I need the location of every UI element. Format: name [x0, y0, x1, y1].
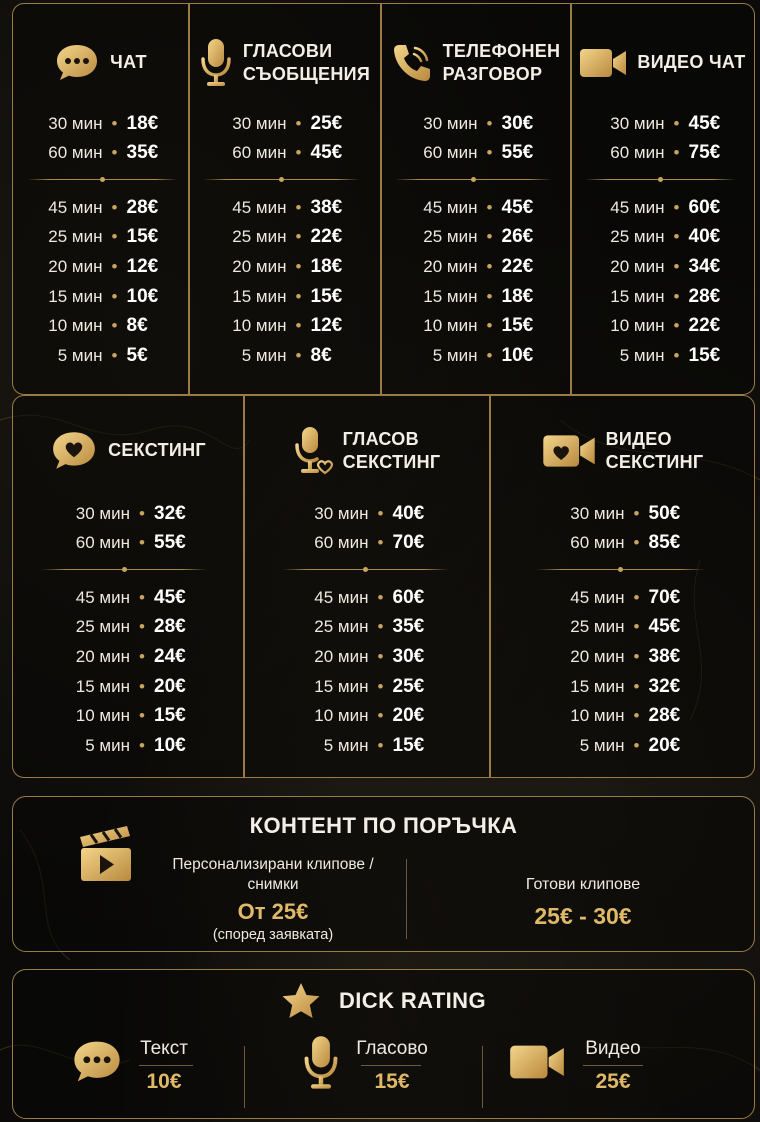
price-value: 35€ [126, 142, 159, 164]
service-title: ВИДЕО СЕКСТИНГ [605, 428, 704, 472]
price-row [13, 701, 243, 731]
phone-icon [391, 42, 433, 84]
bullet-separator: • [139, 735, 145, 755]
rating-panel [12, 969, 755, 1119]
price-value: 32€ [154, 502, 186, 524]
duration-label: 60 мин [314, 533, 369, 553]
price-row [189, 252, 380, 282]
price-row [571, 109, 754, 139]
personalized-note: (според заявката) [212, 927, 334, 943]
bullet-separator: • [139, 646, 145, 666]
bullet-separator: • [673, 316, 680, 336]
price-value: 18€ [310, 255, 343, 277]
price-row [13, 529, 243, 559]
video-camera-icon [509, 1042, 565, 1082]
duration-label: 10 мин [48, 316, 103, 336]
price-row [381, 282, 570, 312]
price-value: 60€ [392, 586, 425, 608]
price-value: 60€ [688, 196, 721, 218]
price-value: 20€ [648, 734, 681, 756]
price-value: 40€ [392, 502, 425, 524]
price-row [490, 583, 755, 613]
section-separator [203, 179, 360, 180]
duration-label: 30 мин [75, 503, 130, 523]
rating-divider-2 [482, 1046, 483, 1108]
rating-text-label: Текст [140, 1038, 188, 1059]
price-value: 55€ [154, 532, 186, 554]
duration-label: 20 мин [232, 256, 287, 276]
duration-label: 30 мин [570, 503, 625, 523]
price-value: 35€ [392, 616, 425, 638]
bullet-separator: • [486, 197, 493, 217]
duration-label: 10 мин [232, 316, 287, 336]
price-value: 5€ [126, 344, 148, 366]
bullet-separator: • [295, 227, 302, 247]
rating-title: DICK RATING [339, 988, 486, 1013]
video-camera-icon [579, 46, 627, 80]
price-value: 12€ [126, 255, 159, 277]
bullet-separator: • [377, 706, 384, 726]
bullet-separator: • [139, 533, 145, 553]
price-row [571, 282, 754, 312]
bullet-separator: • [633, 735, 640, 755]
personalized-price: От 25€ [237, 899, 309, 924]
price-value: 28€ [648, 705, 681, 727]
bullet-separator: • [673, 197, 680, 217]
bullet-separator: • [377, 735, 384, 755]
price-value: 15€ [154, 705, 186, 727]
duration-label: 15 мин [610, 286, 665, 306]
bullet-separator: • [633, 503, 640, 523]
price-value: 50€ [648, 502, 681, 524]
price-row [189, 139, 380, 169]
bullet-separator: • [486, 113, 493, 133]
duration-label: 60 мин [232, 143, 287, 163]
duration-label: 20 мин [314, 646, 369, 666]
rating-text-underline [139, 1065, 193, 1066]
price-value: 25€ [392, 675, 425, 697]
bullet-separator: • [377, 503, 384, 523]
price-value: 22€ [501, 255, 534, 277]
bullet-separator: • [673, 227, 680, 247]
section-separator [536, 569, 705, 570]
bullet-separator: • [486, 256, 493, 276]
duration-label: 45 мин [423, 197, 478, 217]
price-value: 15€ [126, 226, 159, 248]
duration-label: 5 мин [579, 735, 625, 755]
price-row [244, 499, 489, 529]
duration-label: 15 мин [232, 286, 287, 306]
price-row [13, 583, 243, 613]
duration-label: 60 мин [423, 143, 478, 163]
price-value: 15€ [310, 285, 343, 307]
price-row [381, 252, 570, 282]
bullet-separator: • [486, 345, 493, 365]
duration-label: 25 мин [314, 617, 369, 637]
service-voice-messages [189, 18, 380, 388]
duration-label: 15 мин [570, 676, 625, 696]
service-title: ТЕЛЕФОНЕН РАЗГОВОР [442, 40, 561, 84]
duration-label: 20 мин [423, 256, 478, 276]
duration-label: 30 мин [48, 113, 103, 133]
duration-label: 20 мин [570, 646, 625, 666]
bullet-separator: • [633, 676, 640, 696]
price-value: 15€ [392, 734, 425, 756]
price-row [571, 193, 754, 223]
duration-label: 25 мин [75, 617, 130, 637]
price-row [244, 613, 489, 643]
custom-content-panel [12, 796, 755, 952]
bullet-separator: • [139, 503, 145, 523]
price-row [571, 311, 754, 341]
price-row [244, 672, 489, 702]
chat-bubble-icon [71, 1036, 123, 1088]
service-video-sexting [490, 406, 755, 776]
clapperboard-icon [77, 823, 135, 883]
price-row [13, 731, 243, 761]
bullet-separator: • [295, 286, 302, 306]
service-title: ЧАТ [110, 52, 147, 73]
duration-label: 10 мин [75, 706, 130, 726]
price-value: 15€ [688, 344, 721, 366]
duration-label: 20 мин [75, 646, 130, 666]
price-row [13, 341, 188, 371]
price-row [13, 642, 243, 672]
duration-label: 5 мин [57, 345, 103, 365]
price-row [381, 193, 570, 223]
price-value: 45€ [688, 112, 721, 134]
price-value: 38€ [310, 196, 343, 218]
price-value: 85€ [648, 532, 681, 554]
bullet-separator: • [111, 256, 118, 276]
price-row [244, 731, 489, 761]
price-value: 45€ [648, 616, 681, 638]
service-sexting [13, 406, 243, 776]
price-row [490, 499, 755, 529]
price-row [571, 139, 754, 169]
price-value: 10€ [154, 734, 186, 756]
bullet-separator: • [486, 286, 493, 306]
duration-label: 10 мин [423, 316, 478, 336]
duration-label: 45 мин [232, 197, 287, 217]
price-row [13, 223, 188, 253]
price-row [571, 223, 754, 253]
bullet-separator: • [295, 113, 302, 133]
price-row [13, 499, 243, 529]
price-row [490, 672, 755, 702]
price-value: 70€ [648, 586, 681, 608]
duration-label: 45 мин [570, 587, 625, 607]
bullet-separator: • [139, 617, 145, 637]
bullet-separator: • [295, 345, 302, 365]
bullet-separator: • [486, 143, 493, 163]
price-row [244, 701, 489, 731]
bullet-separator: • [633, 646, 640, 666]
ready-clips-label: Готови клипове [525, 876, 641, 893]
service-phone-call [381, 18, 570, 388]
bullet-separator: • [673, 113, 680, 133]
price-row [189, 109, 380, 139]
price-row [13, 672, 243, 702]
price-row [13, 282, 188, 312]
price-row [381, 139, 570, 169]
rating-video-price: 25€ [595, 1070, 631, 1093]
price-row [490, 529, 755, 559]
bullet-separator: • [673, 256, 680, 276]
bullet-separator: • [111, 113, 118, 133]
price-value: 20€ [392, 705, 425, 727]
price-value: 55€ [501, 142, 534, 164]
price-value: 24€ [154, 645, 186, 667]
duration-label: 45 мин [610, 197, 665, 217]
custom-content-title: КОНТЕНТ ПО ПОРЪЧКА [249, 813, 518, 838]
duration-label: 5 мин [432, 345, 478, 365]
duration-label: 45 мин [75, 587, 130, 607]
price-row [13, 252, 188, 282]
price-row [381, 311, 570, 341]
price-value: 28€ [126, 196, 159, 218]
section-separator [585, 179, 736, 180]
duration-label: 45 мин [314, 587, 369, 607]
duration-label: 5 мин [323, 735, 369, 755]
duration-label: 15 мин [423, 286, 478, 306]
duration-label: 10 мин [610, 316, 665, 336]
rating-text-price: 10€ [146, 1070, 182, 1093]
price-row [189, 193, 380, 223]
price-row [189, 282, 380, 312]
price-row [571, 341, 754, 371]
bullet-separator: • [139, 706, 145, 726]
bullet-separator: • [377, 617, 384, 637]
duration-label: 30 мин [232, 113, 287, 133]
duration-label: 25 мин [48, 227, 103, 247]
duration-label: 60 мин [48, 143, 103, 163]
bullet-separator: • [377, 676, 384, 696]
chat-bubble-icon [54, 40, 100, 86]
price-row [490, 701, 755, 731]
personalized-label: Персонализирани клипове / снимки [172, 856, 374, 894]
duration-label: 5 мин [619, 345, 665, 365]
price-value: 10€ [126, 285, 159, 307]
price-value: 12€ [310, 315, 343, 337]
service-voice-sexting [244, 406, 489, 776]
bullet-separator: • [486, 227, 493, 247]
service-chat [13, 18, 188, 388]
bullet-separator: • [673, 286, 680, 306]
price-row [381, 223, 570, 253]
duration-label: 30 мин [610, 113, 665, 133]
price-row [381, 109, 570, 139]
price-value: 28€ [688, 285, 721, 307]
duration-label: 15 мин [75, 676, 130, 696]
bullet-separator: • [295, 197, 302, 217]
duration-label: 20 мин [48, 256, 103, 276]
price-row [189, 223, 380, 253]
duration-label: 25 мин [232, 227, 287, 247]
custom-content-divider [406, 859, 407, 939]
bullet-separator: • [633, 587, 640, 607]
price-row [189, 311, 380, 341]
duration-label: 25 мин [610, 227, 665, 247]
price-value: 38€ [648, 645, 681, 667]
price-value: 45€ [154, 586, 186, 608]
duration-label: 60 мин [570, 533, 625, 553]
bullet-separator: • [633, 533, 640, 553]
bullet-separator: • [139, 587, 145, 607]
price-value: 26€ [501, 226, 534, 248]
price-row [13, 311, 188, 341]
price-value: 75€ [688, 142, 721, 164]
section-separator [41, 569, 207, 570]
duration-label: 10 мин [314, 706, 369, 726]
bullet-separator: • [111, 316, 118, 336]
price-row [13, 139, 188, 169]
bullet-separator: • [111, 345, 118, 365]
bullet-separator: • [295, 143, 302, 163]
price-value: 30€ [392, 645, 425, 667]
price-row [189, 341, 380, 371]
service-title: ВИДЕО ЧАТ [637, 52, 746, 73]
price-value: 30€ [501, 112, 534, 134]
price-value: 22€ [310, 226, 343, 248]
price-row [13, 109, 188, 139]
duration-label: 25 мин [423, 227, 478, 247]
rating-divider-1 [244, 1046, 245, 1108]
bullet-separator: • [486, 316, 493, 336]
bullet-separator: • [111, 197, 118, 217]
duration-label: 5 мин [241, 345, 287, 365]
price-value: 70€ [392, 532, 425, 554]
duration-label: 60 мин [610, 143, 665, 163]
bullet-separator: • [111, 227, 118, 247]
bullet-separator: • [673, 143, 680, 163]
ready-clips-price: 25€ - 30€ [534, 903, 632, 929]
bullet-separator: • [377, 587, 384, 607]
price-value: 20€ [154, 675, 186, 697]
price-row [13, 613, 243, 643]
heart-bubble-icon [50, 427, 98, 475]
price-value: 40€ [688, 226, 721, 248]
price-row [381, 341, 570, 371]
rating-voice-label: Гласово [356, 1038, 428, 1059]
rating-video-label: Видео [585, 1038, 641, 1059]
price-value: 28€ [154, 616, 186, 638]
price-value: 10€ [501, 344, 534, 366]
service-title: ГЛАСОВИ СЪОБЩЕНИЯ [242, 40, 371, 84]
price-value: 18€ [126, 112, 159, 134]
duration-label: 30 мин [314, 503, 369, 523]
price-value: 22€ [688, 315, 721, 337]
bullet-separator: • [377, 646, 384, 666]
service-title: ГЛАСОВ СЕКСТИНГ [342, 428, 441, 472]
bullet-separator: • [111, 143, 118, 163]
star-icon [281, 982, 321, 1020]
duration-label: 15 мин [314, 676, 369, 696]
price-row [13, 193, 188, 223]
section-separator [27, 179, 178, 180]
section-separator [395, 179, 552, 180]
duration-label: 15 мин [48, 286, 103, 306]
price-row [244, 529, 489, 559]
video-heart-icon [542, 432, 596, 470]
duration-label: 20 мин [610, 256, 665, 276]
rating-voice-price: 15€ [374, 1070, 410, 1093]
duration-label: 25 мин [570, 617, 625, 637]
bullet-separator: • [633, 617, 640, 637]
microphone-icon [302, 1034, 340, 1092]
price-row [490, 642, 755, 672]
price-value: 32€ [648, 675, 681, 697]
bullet-separator: • [295, 316, 302, 336]
bullet-separator: • [633, 706, 640, 726]
price-value: 45€ [310, 142, 343, 164]
duration-label: 10 мин [570, 706, 625, 726]
price-value: 25€ [310, 112, 343, 134]
price-value: 34€ [688, 255, 721, 277]
price-row [490, 731, 755, 761]
price-value: 15€ [501, 315, 534, 337]
price-value: 18€ [501, 285, 534, 307]
bullet-separator: • [139, 676, 145, 696]
microphone-icon [199, 37, 233, 89]
section-separator [282, 569, 449, 570]
bullet-separator: • [295, 256, 302, 276]
duration-label: 5 мин [85, 735, 130, 755]
bullet-separator: • [377, 533, 384, 553]
duration-label: 60 мин [75, 533, 130, 553]
price-value: 8€ [126, 315, 148, 337]
price-value: 8€ [310, 344, 332, 366]
bullet-separator: • [111, 286, 118, 306]
service-title: СЕКСТИНГ [108, 440, 206, 461]
price-row [571, 252, 754, 282]
rating-video-underline [583, 1065, 643, 1066]
microphone-heart-icon [293, 425, 333, 477]
duration-label: 30 мин [423, 113, 478, 133]
price-value: 45€ [501, 196, 534, 218]
price-row [490, 613, 755, 643]
service-video-chat [571, 18, 754, 388]
rating-voice-underline [361, 1065, 421, 1066]
price-row [244, 583, 489, 613]
duration-label: 45 мин [48, 197, 103, 217]
bullet-separator: • [673, 345, 680, 365]
price-row [244, 642, 489, 672]
